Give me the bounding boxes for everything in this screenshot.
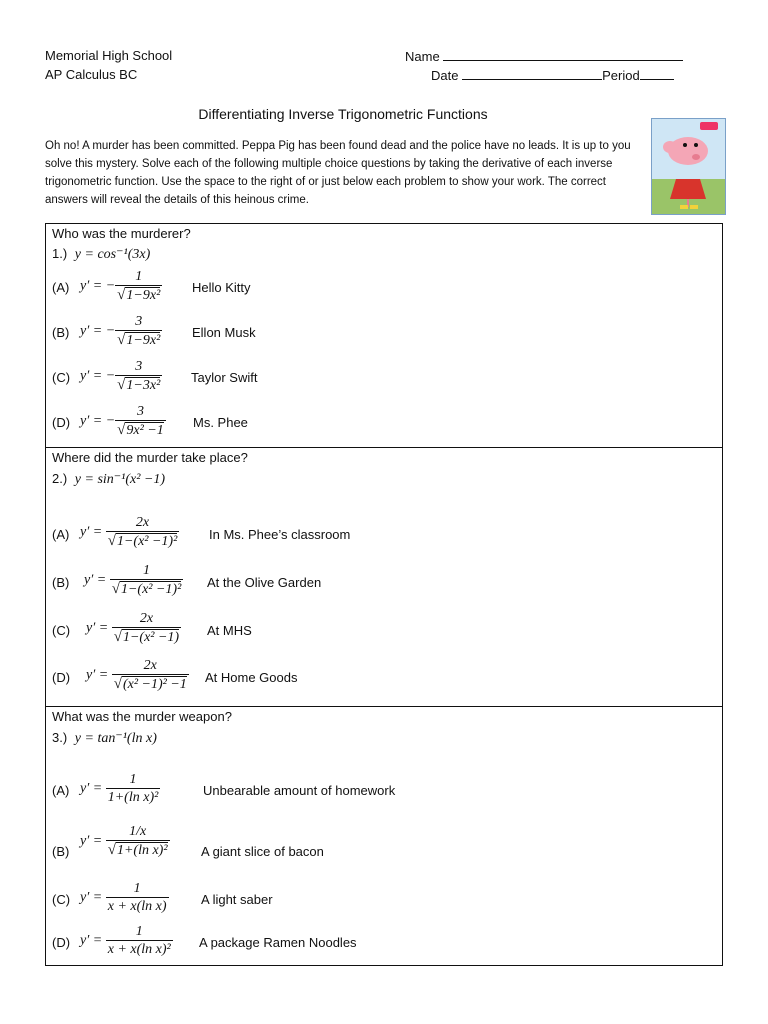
peppa-pig-picture xyxy=(651,118,726,215)
q1-a-derivative: y′ = − $\frac{1}{\text{√1−9x²}}$ xyxy=(80,269,161,303)
q2-choice-b[interactable]: (B) xyxy=(52,575,70,590)
question-1-section xyxy=(46,224,722,448)
q2-a-derivative: y′ = $\frac{2x}{\text{√1−(x² −1)²}}$ xyxy=(80,515,178,549)
intro-paragraph: Oh no! A murder has been committed. Peppa Pig has been found dead and the police have no leads. It is up to you solve this mystery. Solve each of the following multiple choice questions by taking the derivative of each inverse trigonometric function. Use the space to the right of or just below each problem to show your work. The correct answers will reveal the details of this heinous crime. xyxy=(45,140,631,206)
q1-c-answer: Taylor Swift xyxy=(191,370,258,385)
date-label: Date xyxy=(431,68,459,83)
question-1-prompt: Who was the murderer? xyxy=(52,226,191,241)
q1-b-derivative: y′ = − $\frac{3}{\text{√1−9x²}}$ xyxy=(80,314,161,348)
q1-d-derivative: y′ = − $\frac{3}{\text{√9x² −1}}$ xyxy=(80,404,164,438)
q2-c-answer: At MHS xyxy=(207,623,252,638)
q2-choice-c[interactable]: (C) xyxy=(52,623,71,638)
question-2-section xyxy=(46,448,722,707)
name-blank[interactable] xyxy=(443,48,683,61)
q3-c-answer: A light saber xyxy=(201,892,273,907)
question-3-number: 3.) y = tan⁻¹(ln x) xyxy=(52,730,157,746)
q2-d-derivative: y′ = $\frac{2x}{\text{√(x² −1)² −1}}$ xyxy=(86,658,187,692)
q3-d-derivative: y′ = $\frac{1}{\text{x + x(ln x)²}}$ xyxy=(80,924,171,957)
peppa-pig-icon xyxy=(652,119,725,214)
date-blank[interactable] xyxy=(462,67,602,80)
q2-choice-a[interactable]: (A) xyxy=(52,527,70,542)
q1-a-answer: Hello Kitty xyxy=(192,280,251,295)
q2-choice-d[interactable]: (D) xyxy=(52,670,71,685)
question-2-function: y = sin⁻¹(x² −1) xyxy=(74,472,166,487)
period-label: Period xyxy=(602,68,640,83)
q1-d-answer: Ms. Phee xyxy=(193,415,248,430)
q3-choice-b[interactable]: (B) xyxy=(52,844,70,859)
question-1-function: y = cos⁻¹(3x) xyxy=(74,247,151,262)
name-field[interactable] xyxy=(405,48,683,64)
q3-c-derivative: y′ = $\frac{1}{\text{x + x(ln x)}}$ xyxy=(80,881,167,914)
q1-choice-a[interactable]: (A) xyxy=(52,280,70,295)
q3-choice-c[interactable]: (C) xyxy=(52,892,71,907)
questions-box xyxy=(45,223,723,966)
period-blank[interactable] xyxy=(640,67,674,80)
date-period-field[interactable] xyxy=(431,67,674,83)
q2-b-derivative: y′ = $\frac{1}{\text{√1−(x² −1)²}}$ xyxy=(84,563,182,597)
q3-b-derivative: y′ = $\frac{1/x}{\text{√1+(ln x)²}}$ xyxy=(80,824,168,858)
q3-choice-a[interactable]: (A) xyxy=(52,783,70,798)
q3-choice-d[interactable]: (D) xyxy=(52,935,71,950)
q2-d-answer: At Home Goods xyxy=(205,670,298,685)
q3-a-answer: Unbearable amount of homework xyxy=(203,783,396,798)
q1-choice-c[interactable]: (C) xyxy=(52,370,71,385)
question-2-prompt: Where did the murder take place? xyxy=(52,450,248,465)
q3-b-answer: A giant slice of bacon xyxy=(201,844,324,859)
q1-choice-b[interactable]: (B) xyxy=(52,325,70,340)
question-3-prompt: What was the murder weapon? xyxy=(52,709,232,724)
q2-c-derivative: y′ = $\frac{2x}{\text{√1−(x² −1)}}$ xyxy=(86,611,180,645)
course-name: AP Calculus BC xyxy=(45,67,138,82)
q1-c-derivative: y′ = − $\frac{3}{\text{√1−3x²}}$ xyxy=(80,359,161,393)
question-2-number: 2.) y = sin⁻¹(x² −1) xyxy=(52,471,166,487)
question-3-function: y = tan⁻¹(ln x) xyxy=(74,731,157,746)
q1-choice-d[interactable]: (D) xyxy=(52,415,71,430)
q1-b-answer: Ellon Musk xyxy=(192,325,256,340)
name-label: Name xyxy=(405,49,440,64)
q2-b-answer: At the Olive Garden xyxy=(207,575,322,590)
school-name: Memorial High School xyxy=(45,48,173,63)
worksheet-title: Differentiating Inverse Trigonometric Functions xyxy=(198,106,488,122)
question-1-number: 1.) y = cos⁻¹(3x) xyxy=(52,246,151,262)
q3-a-derivative: y′ = $\frac{1}{\text{1+(ln x)²}}$ xyxy=(80,772,159,805)
q2-a-answer: In Ms. Phee’s classroom xyxy=(209,527,351,542)
q3-d-answer: A package Ramen Noodles xyxy=(199,935,357,950)
question-3-section xyxy=(46,707,722,965)
